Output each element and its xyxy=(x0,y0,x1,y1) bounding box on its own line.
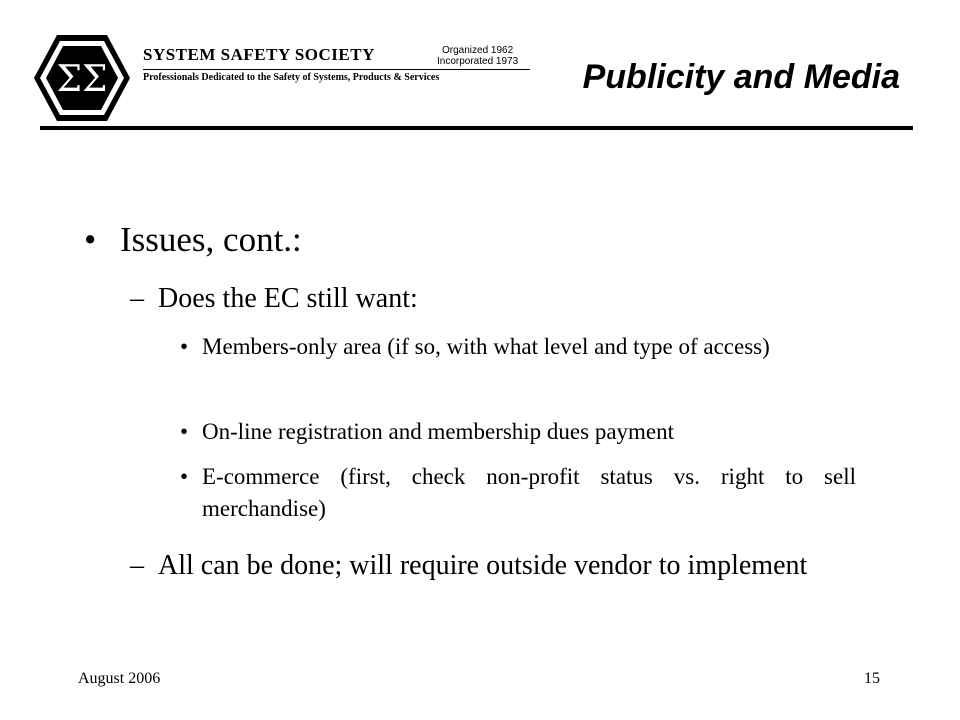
footer-date: August 2006 xyxy=(78,670,161,687)
organization-name: SYSTEM SAFETY SOCIETY xyxy=(143,45,375,64)
slide-title: Publicity and Media xyxy=(582,58,900,96)
sub-bullet-ec-wants: Does the EC still want: xyxy=(158,283,418,314)
incorporated-date: Incorporated 1973 xyxy=(437,56,519,67)
page-number: 15 xyxy=(864,670,880,687)
hexagon-sigma-icon xyxy=(32,33,132,123)
bullet-icon: • xyxy=(84,220,97,259)
organization-tagline: Professionals Dedicated to the Safety of Systems, Products & Services xyxy=(143,72,440,83)
sub-bullet-vendor: All can be done; will require outside vendor to implement xyxy=(158,550,808,581)
title-divider xyxy=(40,126,913,130)
bullet-icon: • xyxy=(180,334,189,359)
bullet-icon: • xyxy=(180,464,189,489)
society-logo xyxy=(32,33,132,123)
logo-glyph: ΣΣ xyxy=(56,59,108,100)
list-item-members-only: Members-only area (if so, with what level and type of access) xyxy=(202,334,770,359)
organization-dates xyxy=(437,45,518,67)
organization-divider xyxy=(143,69,530,70)
list-item-online-registration: On-line registration and membership dues payment xyxy=(202,419,675,444)
organized-date: Organized 1962 xyxy=(442,45,514,56)
dash-icon: – xyxy=(130,283,144,314)
bullet-icon: • xyxy=(180,419,189,444)
bullet-issues: Issues, cont.: xyxy=(120,220,302,259)
list-item-ecommerce: E-commerce (first, check non-profit status vs. right to sell merchandise) xyxy=(202,464,856,521)
dash-icon: – xyxy=(130,550,144,581)
